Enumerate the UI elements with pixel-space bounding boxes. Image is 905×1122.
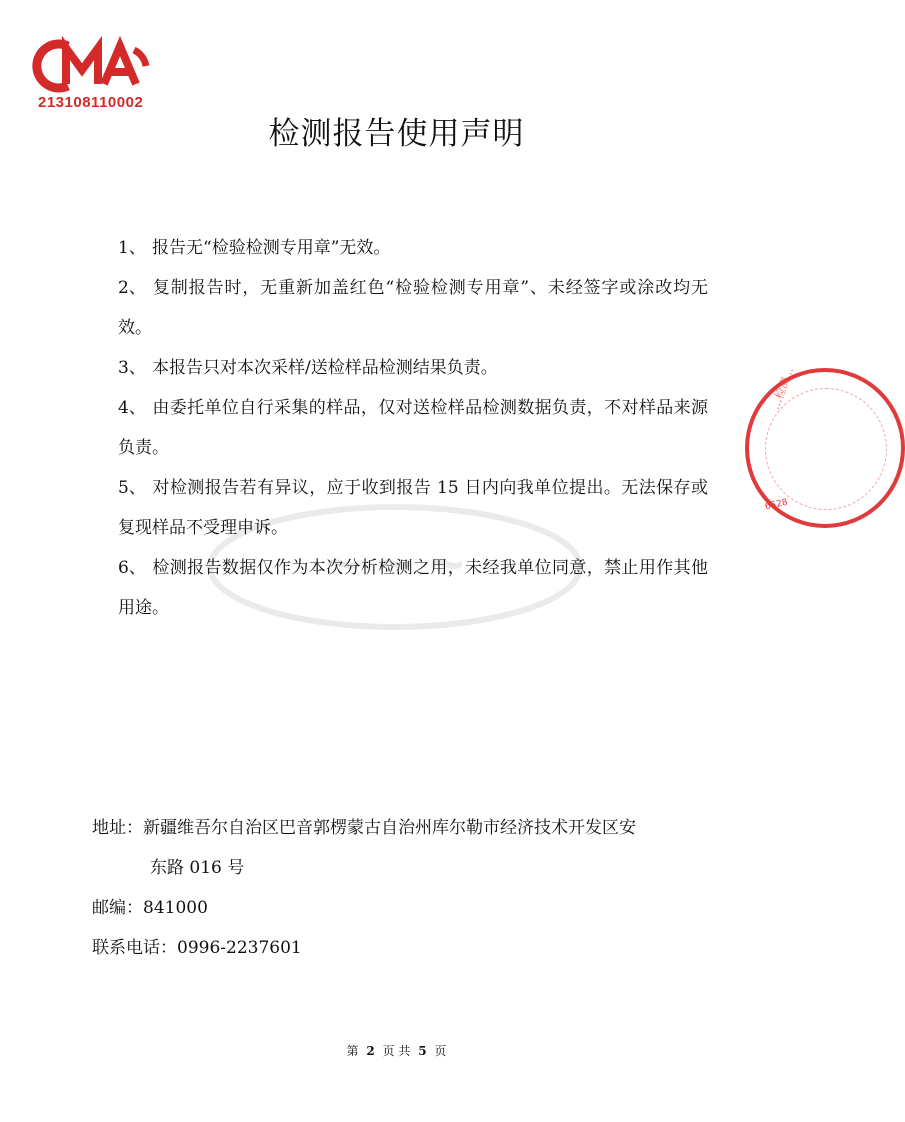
item-text: 检测报告数据仅作为本次分析检测之用，未经我单位同意，禁止用作其他用途。 <box>118 558 708 618</box>
official-seal <box>745 365 905 528</box>
item-number: 6、 <box>118 558 146 578</box>
postcode-row <box>92 888 712 928</box>
address-row <box>92 808 712 848</box>
contact-info <box>92 808 712 968</box>
item-text: 对检测报告若有异议，应于收到报告 15 日内向我单位提出。无法保存或复现样品不受理申诉。 <box>118 478 708 538</box>
item-number: 2、 <box>118 278 146 298</box>
list-item <box>118 268 708 348</box>
footer-mid: 页 共 <box>382 1044 411 1058</box>
list-item <box>118 468 708 548</box>
item-text: 报告无“检验检测专用章”无效。 <box>152 238 391 258</box>
postcode-value: 841000 <box>143 898 208 918</box>
seal-text: …检测… <box>768 365 797 412</box>
list-item <box>118 228 708 268</box>
address-label: 地址： <box>92 818 143 838</box>
cma-mark-icon <box>38 40 150 92</box>
list-item <box>118 388 708 468</box>
address-line1: 新疆维吾尔自治区巴音郭楞蒙古自治州库尔勒市经济技术开发区安 <box>143 818 636 838</box>
address-line2: 东路 016 号 <box>150 858 245 878</box>
cma-logo <box>38 40 160 111</box>
page-title: 检测报告使用声明 <box>268 116 525 152</box>
item-text: 本报告只对本次采样/送检样品检测结果负责。 <box>152 358 498 378</box>
item-text: 由委托单位自行采集的样品，仅对送检样品检测数据负责，不对样品来源负责。 <box>118 398 708 458</box>
declaration-list <box>118 228 708 628</box>
svg-text:~ ~ ~: ~ ~ ~ <box>325 530 465 597</box>
footer-prefix: 第 <box>346 1044 359 1058</box>
total-pages: 5 <box>418 1044 427 1058</box>
list-item <box>118 548 708 628</box>
item-number: 4、 <box>118 398 146 418</box>
phone-label: 联系电话： <box>92 938 177 958</box>
postcode-label: 邮编： <box>92 898 143 918</box>
address-row-2 <box>92 848 712 888</box>
item-text: 复制报告时，无重新加盖红色“检验检测专用章”、未经签字或涂改均无效。 <box>118 278 708 338</box>
item-number: 3、 <box>118 358 146 378</box>
phone-value: 0996-2237601 <box>177 938 302 958</box>
list-item <box>118 348 708 388</box>
page-footer <box>0 1042 793 1059</box>
item-number: 5、 <box>118 478 146 498</box>
page-number: 2 <box>366 1044 375 1058</box>
footer-suffix: 页 <box>434 1044 447 1058</box>
seal-code: 6528 <box>764 497 789 513</box>
item-number: 1、 <box>118 238 146 258</box>
phone-row <box>92 928 712 968</box>
cma-number: 213108110002 <box>38 94 144 111</box>
